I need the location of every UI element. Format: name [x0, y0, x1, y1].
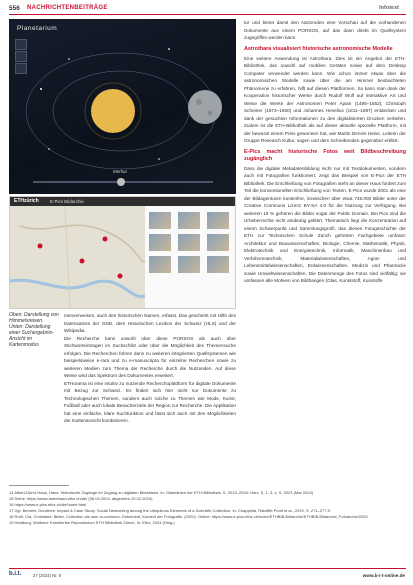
footnote[interactable]: 15 Siehe: https://www.astrothara.ethz.ch/de/ (06.04.2024, abgerufen 20.02.2024) — [9, 496, 153, 501]
map-pin-icon — [118, 274, 123, 279]
footnote: 17 Vgl. Berneis, Dorothee: Impact & Case Study: Social Networking among the Ubiquitous Elements of a Scientific Collection. In: Chappelia, Ratcliffe Ponti et al., 2019, S. 271–277 ff. — [9, 508, 331, 513]
results-panel — [145, 206, 236, 309]
footnote[interactable]: 18 Roth, Cia, Christiane: Bilder, Collection als user-in-common: Dokument, Kontext der Fotografie, (2020). Online: https://www.e-pics.ethz.ch/index/ETHBIB.Bildarchiv/ETHBIB.Bildarchiv_Fotoarchiv/2020 — [9, 514, 368, 519]
result-thumbnail[interactable] — [149, 256, 171, 273]
map-pin-icon — [80, 259, 85, 264]
footnotes — [9, 490, 406, 526]
section-heading: E-Pics macht historische Fotos weit Bildbeschreibung zugänglich — [244, 148, 406, 162]
result-thumbnail[interactable] — [178, 234, 200, 251]
footer-rule — [9, 568, 406, 569]
result-thumbnail[interactable] — [178, 256, 200, 273]
result-thumbnail[interactable] — [207, 256, 229, 273]
journal-issue: 27 (2024) Nr. 6 — [33, 573, 61, 578]
app-logo: ETHzürich — [14, 198, 39, 204]
star-icon — [158, 158, 160, 160]
star-icon — [40, 88, 42, 90]
header-rule — [9, 14, 406, 15]
footnote[interactable]: 16 https://www.e-pics.ethz.ch/de/home.html — [9, 502, 87, 507]
footnote: 19 Heidburg, Wolfram: Erweitertes Repositorium ETH Bibliothek Zürich, In: Ethz, 2024 (Hrsg.) — [9, 520, 175, 525]
section-heading: Astrothara visualisiert historische astronomische Modelle — [244, 45, 393, 52]
page-number: 556 — [9, 5, 20, 12]
planetarium-screenshot — [9, 19, 236, 194]
star-icon — [48, 148, 50, 150]
paragraph: tur und bietet damit den Nutzenden eine Vorschau auf die vorhandenen Dokumente aus einem PORSOS, auf das dann direkt im Quellsystem zugegriffen werden kann. — [244, 20, 406, 40]
app-tab[interactable]: E-Pics Bildarchiv — [50, 198, 84, 204]
planet-crater — [196, 99, 202, 105]
paragraph: menverweisen, auch den historischen Namen, erfasst. Das geschieht mit Hilfe des Datensatzes der GND, dem Historischen Lexikon der Schweiz (HLS) und der Wikipedia. — [64, 313, 236, 333]
section-title: NACHRICHTENBEITRÄGE — [27, 5, 108, 11]
planetarium-title: Planetarium — [17, 25, 58, 32]
journal-url[interactable]: www.b-i-t-online.de — [362, 573, 405, 578]
footnote: 14 Albert-Dürer-Haus, Hans: Historische Zugänge im Zugang zu digitalen Bildsätzen. In: Gästelinien der ETH-Bibliothek, S. 2019–2034; Harz, S. 1, 3, s. S. 2023 (Mar 2024) — [9, 490, 314, 495]
footnote-rule — [9, 485, 69, 486]
map-pin-icon — [103, 237, 108, 242]
paragraph: Die Recherche kann sowohl über diese PORSOS als auch über Stichworteintragen im Suchschlitz oder über die Möglichkeit des Themensuche erfolgen. Die Recherchen führen dann zu weiteren integrierten Quellsystemen wie beispielsweise e-rara und zu e-manuscripta für einzelne Recherchen sowie zu weiteren Medien zum Thema der Recherche durch die Nutzenden. Auf diese Weise wird das Spektrum des Dokumentes erweitert. — [64, 335, 236, 378]
map-pin-icon — [38, 244, 43, 249]
star-icon — [68, 58, 70, 60]
result-thumbnail[interactable] — [149, 212, 171, 229]
star-icon — [168, 48, 170, 50]
map-view[interactable] — [10, 206, 145, 309]
ethorama-screenshot — [9, 196, 236, 309]
paragraph: Dass die digitale Metadatenbildung nicht nur mit Textdokumenten, sondern auch mit Fotografien funktioniert, zeigt das Beispiel von E-Pics der ETH Bibliothek. Die Erschließung von Fotografien steht an dieser Haus fordert zum Teil die konventionellen Erschließung von Texten. E-Pics wurde 2001 als eine der Bildagenturen kostenfrei, inzwischen über etwa 745.000 Bilder unter der Creative Commons Lizenz BY-SA 4.0 für die Nutzung zur Verfügung. Bei weiteren 19 % gehören die Bilder sogar der Public Domain. Bei Pics sind die Urheberrechte nicht eindeutig geklärt. Thematisch liegt die Konzentration auf einem Schwerpunkt und Sammlungsprofil, das dieses Fotogeschichte der ETH zur Technischen Schule Zürich gehörten Fachgebiete umfasst: Architektur und Bauwissenschaften, Biologie, Chemie, Mathematik, Physik, Elektrotechnik und Energietechnik, Informatik, Maschinenbau und Verfahrenstechnik, Materialwissenschaften, Agrar- und Lebensmittelwissenschaften, Erdwissenschaften, Medizin und Pharmazie sowie Umweltwissenschaften. Die Datenmenge des Fotos sind vielfältig; sie umfassen alle Motiven von Bildhangen (Glas, Kunststoff, Kunstoffe — [244, 165, 406, 283]
result-thumbnail[interactable] — [207, 212, 229, 229]
body-column-middle — [64, 312, 236, 425]
paragraph: ETHorama ist eine intuitiv zu nutzende Recherchoplattform für digitale Dokumente mit Bezug zur Schweiz. Es finden sich hier nicht nur Dokumente zu Technologischen Themen, sondern auch solche zu Themen wie Mode, Kunst, Fußball oder auch lokale Besucherziele der Region zur Recherche. Die Applikation hat eine einfache, klare Suchfunktion und lässt sich auch mit den Möglichkeiten der Kartenansicht kombinieren. — [64, 380, 236, 423]
app-toolbar — [10, 197, 236, 206]
slider-handle[interactable] — [117, 178, 125, 186]
result-thumbnail[interactable] — [149, 234, 171, 251]
figure-caption: Oben: Darstellung von Himmelsreisen. Unten: Darstellung einer Suchergebnis-Ansicht im Kartenmodus — [9, 312, 59, 349]
orbit-visual — [9, 19, 236, 194]
body-column-right — [244, 19, 406, 285]
result-thumbnail[interactable] — [178, 212, 200, 229]
sun-icon — [91, 89, 135, 133]
planet-icon — [188, 90, 222, 124]
result-thumbnail[interactable] — [207, 234, 229, 251]
planet-crater — [208, 111, 213, 116]
planet-label: Merkur — [113, 169, 128, 174]
paragraph: Eine weitere Anwendung ist Astrothara. Dies ist ein Angebot der ETH-Bibliothek, das sowohl auf mobilen Geräten sowie auf dem Desktop Computer verwendet werden kann. Wie schon immer etwas über die astronomischen Modelle sowie über die am Himmel beobachteten Phänomene zu erfahren, hilft auf diesen Plattformen. So kann man dank der Kooperation historischer Werke durch Rudolf Wolf auf interaktive Art und Weise die Werke der Astronomen Peter Apian (1495–1552), Christoph Scheiner (1573–1650) und Johannes Hevelius (1611–1687) entdecken und dank der gesuchten Informationen zu den digitalisierten Drucken vertiefen. Zudem ist die ETH-Bibliothek als auf dieser aktuelle spezielle Plattform, mit der bewusst einem Preis gewonnen hat, wie Martin Dennis Heise, Leiterin der Gruppe Research Kultur, sagen und dem Schreibenden gegenüber erklärt. — [244, 55, 406, 143]
journal-logo: b.i.t. — [9, 571, 22, 577]
section-label: Infotext — [379, 5, 399, 11]
